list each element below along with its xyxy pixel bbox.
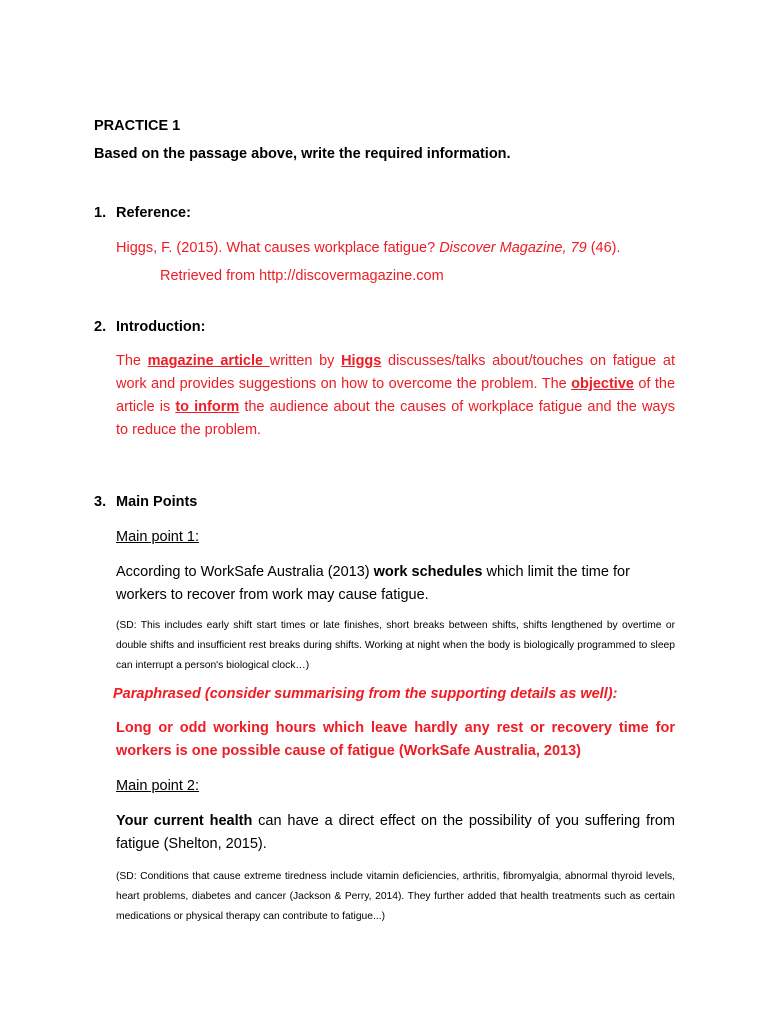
main-point-1-text (116, 561, 675, 607)
instruction-text: Based on the passage above, write the required information. (94, 146, 511, 162)
journal-name: Discover Magazine, 79 (439, 240, 587, 256)
practice-title: PRACTICE 1 (94, 118, 181, 134)
intro-keyword: to inform (175, 399, 240, 415)
intro-keyword: Higgs (341, 353, 382, 369)
point-text: can have a direct effect on the possibility of you suffering from fatigue (Shelton, 2015). (116, 813, 675, 852)
main-point-2-label: Main point 2: (116, 778, 200, 794)
point-keyword: Your current health (116, 813, 253, 829)
reference-retrieved: Retrieved from http://discovermagazine.com (160, 268, 444, 284)
introduction-paragraph (116, 350, 675, 442)
point-keyword: work schedules (373, 564, 483, 580)
section-number: 1. (94, 205, 107, 221)
section-heading: Main Points (116, 494, 198, 510)
citation-text: Higgs, F. (2015). What causes workplace fatigue? (116, 240, 440, 256)
point-text: which limit the time for workers to recover from work may cause fatigue. (116, 564, 630, 603)
intro-text: discusses/talks about/touches on fatigue at work and provides suggestions on how to overcome the problem. The (116, 353, 675, 392)
intro-text: of the article is (116, 376, 676, 415)
section-heading: Reference: (116, 205, 191, 221)
citation-suffix: (46). (586, 240, 621, 256)
reference-citation (116, 237, 676, 260)
section-heading: Introduction: (116, 319, 206, 335)
section-number: 2. (94, 319, 107, 335)
intro-text: the audience about the causes of workplace fatigue and the ways to reduce the problem. (116, 399, 675, 438)
section-number: 3. (94, 494, 107, 510)
paraphrased-label: Paraphrased (consider summarising from the supporting details as well): (113, 686, 618, 702)
main-point-2-supporting-details: (SD: Conditions that cause extreme tiredness include vitamin deficiencies, arthritis, fibromyalgia, abnormal thyroid levels, heart problems, diabetes and cancer (Jackson & Perry, 2014). They further added that health treatments such as certain medications or physical therapy can contribute to fatigue...) (116, 871, 675, 922)
intro-text: written by (269, 353, 342, 369)
intro-keyword: objective (571, 376, 634, 392)
point-text: According to WorkSafe Australia (2013) (116, 564, 374, 580)
paraphrased-text: Long or odd working hours which leave hardly any rest or recovery time for workers is one possible cause of fatigue (WorkSafe Australia, 2013) (116, 720, 675, 759)
intro-text: The (116, 353, 148, 369)
main-point-1-supporting-details: (SD: This includes early shift start times or late finishes, short breaks between shifts, shifts lengthened by overtime or double shifts and insufficient rest breaks during shifts. Working at night when the body is biologically programmed to sleep can interrupt a person's biological clock…) (116, 620, 675, 671)
main-point-1-label: Main point 1: (116, 529, 200, 545)
main-point-2-text (116, 810, 675, 856)
intro-keyword: magazine article (147, 353, 270, 369)
